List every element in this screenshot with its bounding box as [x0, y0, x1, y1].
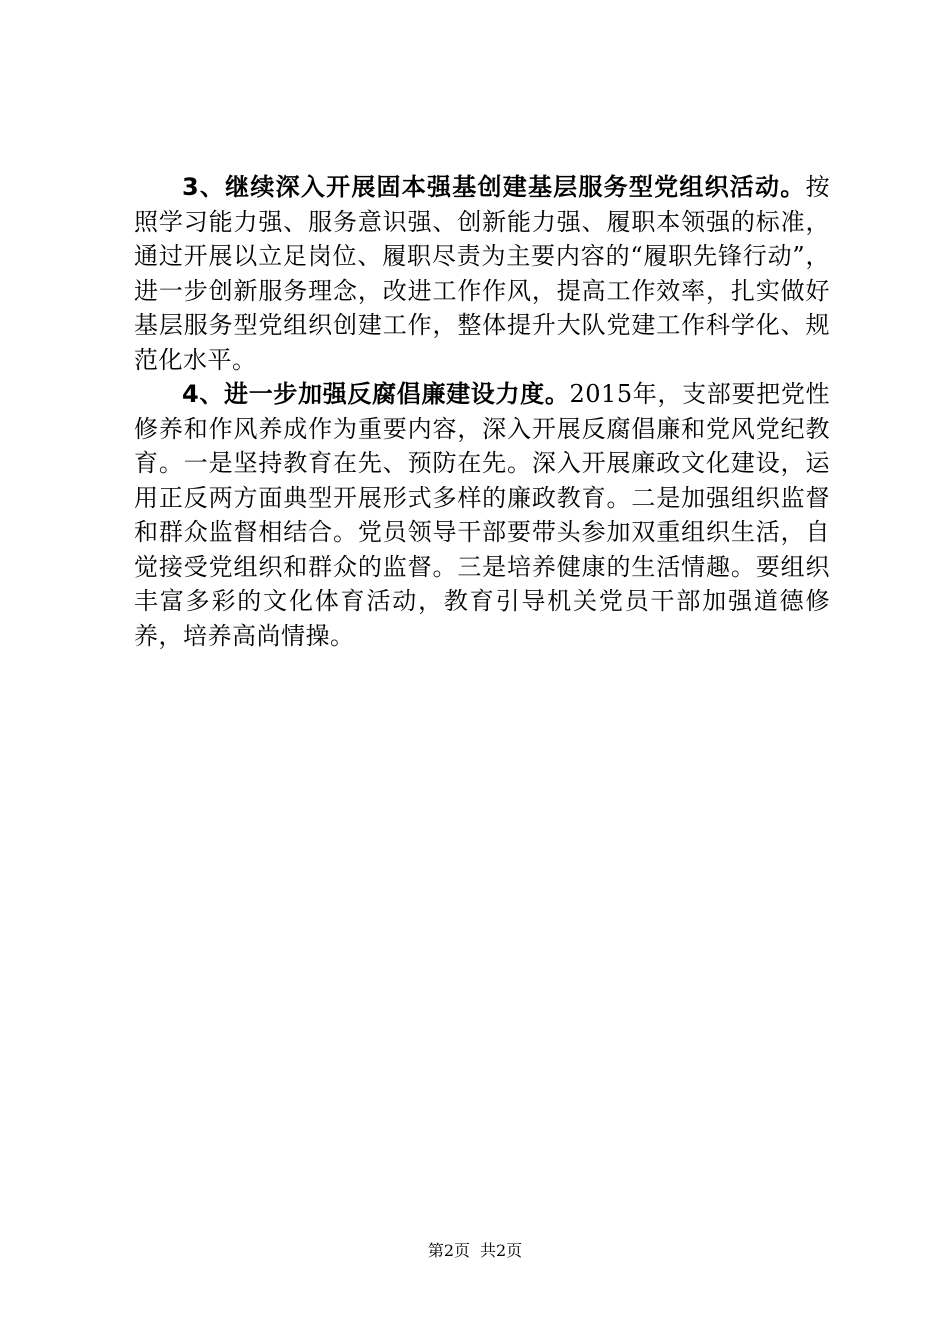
- page-total: 共2页: [480, 1241, 523, 1260]
- paragraph-heading: 3、继续深入开展固本强基创建基层服务型党组织活动。: [182, 173, 806, 201]
- document-body: [134, 170, 830, 653]
- page-number: 第2页: [427, 1241, 470, 1260]
- paragraph-item-3: [134, 170, 830, 377]
- page-footer: [0, 1241, 950, 1261]
- paragraph-text: 按照学习能力强、服务意识强、创新能力强、履职本领强的标准，通过开展以立足岗位、履职尽责为主要内容的“履职先锋行动”，进一步创新服务理念，改进工作作风，提高工作效率，扎实做好基层服务型党组织创建工作，整体提升大队党建工作科学化、规范化水平。: [134, 173, 830, 374]
- paragraph-text: 2015年，支部要把党性修养和作风养成作为重要内容，深入开展反腐倡廉和党风党纪教育。一是坚持教育在先、预防在先。深入开展廉政文化建设，运用正反两方面典型开展形式多样的廉政教育。二是加强组织监督和群众监督相结合。党员领导干部要带头参加双重组织生活，自觉接受党组织和群众的监督。三是培养健康的生活情趣。要组织丰富多彩的文化体育活动，教育引导机关党员干部加强道德修养，培养高尚情操。: [134, 380, 830, 650]
- paragraph-item-4: [134, 377, 830, 653]
- paragraph-heading: 4、进一步加强反腐倡廉建设力度。: [182, 380, 570, 408]
